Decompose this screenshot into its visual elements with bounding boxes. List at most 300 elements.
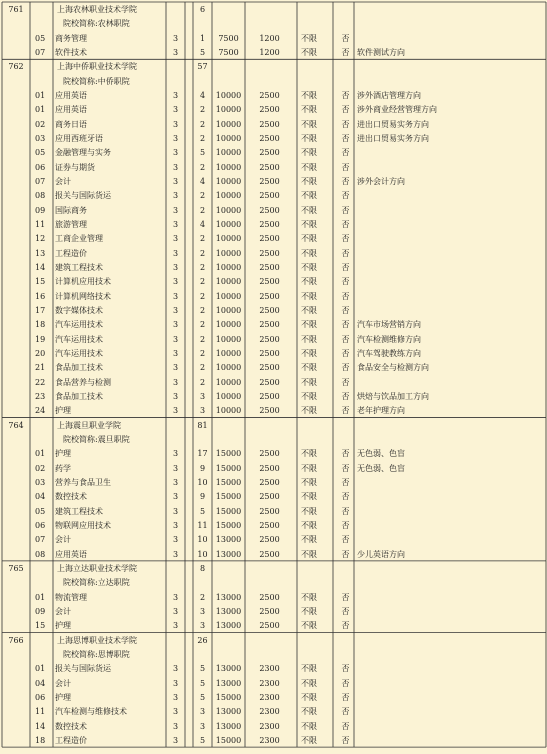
institution-name: 上海中侨职业技术学院 (57, 62, 137, 72)
major-code: 01 (35, 90, 46, 100)
accommodation-fee: 2500 (259, 592, 280, 602)
major-name: 旅游管理 (55, 219, 87, 229)
major-code: 02 (35, 463, 46, 473)
tuition-fee: 10000 (215, 334, 242, 344)
plan-quota: 5 (199, 678, 206, 688)
major-remark: 涉外酒店管理方向 (357, 90, 421, 100)
subject-requirement: 不限 (301, 377, 317, 387)
program-years: 3 (172, 176, 179, 186)
tuition-fee: 13000 (215, 549, 242, 559)
plan-quota: 3 (199, 621, 206, 631)
accommodation-fee: 2500 (259, 549, 280, 559)
oral-test-flag: 否 (341, 277, 350, 287)
program-years: 3 (172, 334, 179, 344)
program-years: 3 (172, 219, 179, 229)
institution-short-name: 院校简称:震旦职院 (63, 434, 130, 444)
program-years: 3 (172, 377, 179, 387)
major-name: 数控技术 (55, 721, 87, 731)
plan-quota: 10 (197, 535, 208, 545)
major-code: 01 (35, 449, 46, 459)
major-name: 会计 (55, 678, 71, 688)
oral-test-flag: 否 (341, 664, 350, 674)
major-code: 07 (35, 47, 46, 57)
tuition-fee: 10000 (215, 348, 242, 358)
major-name: 计算机网络技术 (55, 291, 111, 301)
tuition-fee: 10000 (215, 205, 242, 215)
oral-test-flag: 否 (341, 47, 350, 57)
subject-requirement: 不限 (301, 305, 317, 315)
subject-requirement: 不限 (301, 592, 317, 602)
tuition-fee: 10000 (215, 105, 242, 115)
tuition-fee: 10000 (215, 219, 242, 229)
major-name: 食品加工技术 (55, 363, 103, 373)
accommodation-fee: 2500 (259, 334, 280, 344)
accommodation-fee: 2300 (259, 678, 280, 688)
major-name: 护理 (55, 621, 71, 631)
tuition-fee: 15000 (215, 477, 242, 487)
oral-test-flag: 否 (341, 119, 350, 129)
subject-requirement: 不限 (301, 664, 317, 674)
oral-test-flag: 否 (341, 105, 350, 115)
plan-quota: 10 (197, 477, 208, 487)
major-remark: 老年护理方向 (357, 406, 405, 416)
major-name: 应用英语 (55, 90, 87, 100)
major-code: 11 (35, 707, 46, 717)
tuition-fee: 15000 (215, 449, 242, 459)
plan-quota: 11 (197, 520, 208, 530)
institution-name: 上海立达职业技术学院 (57, 563, 137, 573)
subject-requirement: 不限 (301, 406, 317, 416)
program-years: 3 (172, 363, 179, 373)
oral-test-flag: 否 (341, 477, 350, 487)
tuition-fee: 10000 (215, 262, 242, 272)
oral-test-flag: 否 (341, 148, 350, 158)
oral-test-flag: 否 (341, 606, 350, 616)
tuition-fee: 15000 (215, 520, 242, 530)
accommodation-fee: 2500 (259, 477, 280, 487)
major-code: 02 (35, 119, 46, 129)
plan-quota: 2 (199, 133, 206, 143)
program-years: 3 (172, 735, 179, 745)
major-name: 汽车检测与维修技术 (55, 707, 127, 717)
plan-quota: 4 (199, 219, 206, 229)
tuition-fee: 15000 (215, 463, 242, 473)
major-name: 商务日语 (55, 119, 87, 129)
institution-total-quota: 26 (197, 635, 208, 645)
tuition-fee: 13000 (215, 592, 242, 602)
accommodation-fee: 2500 (259, 320, 280, 330)
program-years: 3 (172, 47, 179, 57)
accommodation-fee: 2500 (259, 90, 280, 100)
plan-quota: 5 (199, 692, 206, 702)
major-code: 06 (35, 520, 46, 530)
major-remark: 汽车市场营销方向 (357, 320, 421, 330)
accommodation-fee: 2500 (259, 492, 280, 502)
oral-test-flag: 否 (341, 406, 350, 416)
major-code: 06 (35, 692, 46, 702)
major-remark: 食品安全与检测方向 (357, 363, 429, 373)
oral-test-flag: 否 (341, 506, 350, 516)
program-years: 3 (172, 621, 179, 631)
major-remark: 进出口贸易实务方向 (357, 119, 429, 129)
oral-test-flag: 否 (341, 262, 350, 272)
tuition-fee: 7500 (218, 47, 239, 57)
program-years: 3 (172, 291, 179, 301)
plan-quota: 3 (199, 391, 206, 401)
major-name: 软件技术 (55, 47, 87, 57)
major-code: 09 (35, 606, 46, 616)
oral-test-flag: 否 (341, 463, 350, 473)
tuition-fee: 10000 (215, 277, 242, 287)
plan-quota: 2 (199, 363, 206, 373)
major-code: 15 (35, 621, 46, 631)
subject-requirement: 不限 (301, 277, 317, 287)
major-name: 工商企业管理 (55, 234, 103, 244)
program-years: 3 (172, 692, 179, 702)
tuition-fee: 10000 (215, 291, 242, 301)
tuition-fee: 10000 (215, 248, 242, 258)
plan-quota: 5 (199, 148, 206, 158)
major-remark: 少儿英语方向 (357, 549, 405, 559)
major-name: 建筑工程技术 (55, 262, 103, 272)
oral-test-flag: 否 (341, 334, 350, 344)
major-remark: 涉外商业经营管理方向 (357, 105, 437, 115)
major-name: 应用西班牙语 (55, 133, 103, 143)
tuition-fee: 10000 (215, 162, 242, 172)
plan-quota: 5 (199, 735, 206, 745)
major-name: 数字媒体技术 (55, 305, 103, 315)
plan-quota: 2 (199, 234, 206, 244)
oral-test-flag: 否 (341, 678, 350, 688)
program-years: 3 (172, 535, 179, 545)
subject-requirement: 不限 (301, 133, 317, 143)
subject-requirement: 不限 (301, 621, 317, 631)
program-years: 3 (172, 449, 179, 459)
major-name: 工程造价 (55, 248, 87, 258)
major-name: 报关与国际货运 (55, 191, 111, 201)
program-years: 3 (172, 205, 179, 215)
major-name: 报关与国际货运 (55, 664, 111, 674)
program-years: 3 (172, 320, 179, 330)
major-code: 07 (35, 535, 46, 545)
plan-quota: 2 (199, 277, 206, 287)
accommodation-fee: 2500 (259, 391, 280, 401)
accommodation-fee: 2500 (259, 520, 280, 530)
program-years: 3 (172, 33, 179, 43)
plan-quota: 17 (197, 449, 208, 459)
plan-quota: 5 (199, 664, 206, 674)
oral-test-flag: 否 (341, 234, 350, 244)
oral-test-flag: 否 (341, 492, 350, 502)
oral-test-flag: 否 (341, 549, 350, 559)
major-name: 应用英语 (55, 105, 87, 115)
subject-requirement: 不限 (301, 291, 317, 301)
program-years: 3 (172, 119, 179, 129)
major-code: 20 (35, 348, 46, 358)
plan-quota: 5 (199, 47, 206, 57)
subject-requirement: 不限 (301, 162, 317, 172)
major-code: 24 (35, 406, 46, 416)
major-code: 03 (35, 133, 46, 143)
major-name: 国际商务 (55, 205, 87, 215)
plan-quota: 9 (199, 463, 206, 473)
program-years: 3 (172, 305, 179, 315)
oral-test-flag: 否 (341, 520, 350, 530)
accommodation-fee: 2500 (259, 449, 280, 459)
subject-requirement: 不限 (301, 549, 317, 559)
accommodation-fee: 2500 (259, 406, 280, 416)
major-code: 12 (35, 234, 46, 244)
major-code: 23 (35, 391, 46, 401)
accommodation-fee: 2500 (259, 363, 280, 373)
plan-quota: 3 (199, 707, 206, 717)
institution-code: 762 (8, 62, 24, 72)
accommodation-fee: 1200 (259, 47, 280, 57)
major-remark: 无色弱、色盲 (357, 449, 405, 459)
major-name: 营养与食品卫生 (55, 477, 111, 487)
program-years: 3 (172, 678, 179, 688)
major-code: 05 (35, 506, 46, 516)
plan-quota: 2 (199, 348, 206, 358)
oral-test-flag: 否 (341, 363, 350, 373)
tuition-fee: 15000 (215, 735, 242, 745)
oral-test-flag: 否 (341, 621, 350, 631)
major-name: 汽车运用技术 (55, 320, 103, 330)
subject-requirement: 不限 (301, 678, 317, 688)
plan-quota: 9 (199, 492, 206, 502)
tuition-fee: 13000 (215, 606, 242, 616)
major-code: 17 (35, 305, 46, 315)
subject-requirement: 不限 (301, 606, 317, 616)
plan-quota: 2 (199, 291, 206, 301)
accommodation-fee: 2500 (259, 191, 280, 201)
accommodation-fee: 2300 (259, 707, 280, 717)
accommodation-fee: 2500 (259, 277, 280, 287)
accommodation-fee: 2500 (259, 506, 280, 516)
institution-short-name: 院校简称:农林职院 (63, 19, 130, 29)
accommodation-fee: 2500 (259, 176, 280, 186)
subject-requirement: 不限 (301, 176, 317, 186)
accommodation-fee: 2300 (259, 721, 280, 731)
plan-quota: 3 (199, 406, 206, 416)
program-years: 3 (172, 664, 179, 674)
subject-requirement: 不限 (301, 348, 317, 358)
subject-requirement: 不限 (301, 33, 317, 43)
program-years: 3 (172, 506, 179, 516)
plan-quota: 3 (199, 721, 206, 731)
subject-requirement: 不限 (301, 721, 317, 731)
major-name: 药学 (55, 463, 71, 473)
program-years: 3 (172, 707, 179, 717)
tuition-fee: 15000 (215, 492, 242, 502)
subject-requirement: 不限 (301, 105, 317, 115)
major-code: 13 (35, 248, 46, 258)
subject-requirement: 不限 (301, 692, 317, 702)
tuition-fee: 13000 (215, 664, 242, 674)
oral-test-flag: 否 (341, 449, 350, 459)
oral-test-flag: 否 (341, 320, 350, 330)
tuition-fee: 10000 (215, 234, 242, 244)
plan-quota: 2 (199, 105, 206, 115)
subject-requirement: 不限 (301, 148, 317, 158)
major-remark: 软件测试方向 (357, 47, 405, 57)
major-code: 11 (35, 219, 46, 229)
subject-requirement: 不限 (301, 506, 317, 516)
oral-test-flag: 否 (341, 348, 350, 358)
tuition-fee: 10000 (215, 377, 242, 387)
major-code: 05 (35, 148, 46, 158)
oral-test-flag: 否 (341, 535, 350, 545)
program-years: 3 (172, 721, 179, 731)
plan-quota: 2 (199, 377, 206, 387)
major-name: 工程造价 (55, 735, 87, 745)
oral-test-flag: 否 (341, 721, 350, 731)
institution-code: 764 (8, 420, 24, 430)
major-remark: 进出口贸易实务方向 (357, 133, 429, 143)
tuition-fee: 7500 (218, 33, 239, 43)
plan-quota: 1 (199, 33, 206, 43)
major-code: 04 (35, 678, 46, 688)
accommodation-fee: 2500 (259, 348, 280, 358)
program-years: 3 (172, 248, 179, 258)
tuition-fee: 13000 (215, 535, 242, 545)
program-years: 3 (172, 391, 179, 401)
major-name: 食品加工技术 (55, 391, 103, 401)
program-years: 3 (172, 262, 179, 272)
oral-test-flag: 否 (341, 176, 350, 186)
oral-test-flag: 否 (341, 707, 350, 717)
accommodation-fee: 2500 (259, 133, 280, 143)
program-years: 3 (172, 463, 179, 473)
accommodation-fee: 2500 (259, 463, 280, 473)
subject-requirement: 不限 (301, 735, 317, 745)
plan-quota: 2 (199, 262, 206, 272)
program-years: 3 (172, 492, 179, 502)
tuition-fee: 10000 (215, 90, 242, 100)
program-years: 3 (172, 520, 179, 530)
plan-quota: 2 (199, 248, 206, 258)
program-years: 3 (172, 277, 179, 287)
accommodation-fee: 2500 (259, 377, 280, 387)
oral-test-flag: 否 (341, 219, 350, 229)
accommodation-fee: 2500 (259, 105, 280, 115)
major-name: 证券与期货 (55, 162, 95, 172)
accommodation-fee: 2500 (259, 248, 280, 258)
institution-short-name: 院校简称:中侨职院 (63, 76, 130, 86)
subject-requirement: 不限 (301, 248, 317, 258)
subject-requirement: 不限 (301, 463, 317, 473)
accommodation-fee: 2300 (259, 664, 280, 674)
accommodation-fee: 2500 (259, 621, 280, 631)
tuition-fee: 10000 (215, 305, 242, 315)
program-years: 3 (172, 162, 179, 172)
major-code: 01 (35, 105, 46, 115)
subject-requirement: 不限 (301, 191, 317, 201)
major-code: 21 (35, 363, 46, 373)
institution-name: 上海思博职业技术学院 (57, 635, 137, 645)
accommodation-fee: 2300 (259, 735, 280, 745)
major-code: 01 (35, 664, 46, 674)
major-code: 16 (35, 291, 46, 301)
oral-test-flag: 否 (341, 735, 350, 745)
oral-test-flag: 否 (341, 592, 350, 602)
oral-test-flag: 否 (341, 391, 350, 401)
institution-name: 上海农林职业技术学院 (57, 5, 137, 14)
program-years: 3 (172, 133, 179, 143)
major-name: 物联网应用技术 (55, 520, 111, 530)
major-code: 03 (35, 477, 46, 487)
accommodation-fee: 1200 (259, 33, 280, 43)
accommodation-fee: 2500 (259, 606, 280, 616)
plan-quota: 5 (199, 506, 206, 516)
major-code: 18 (35, 735, 46, 745)
major-code: 07 (35, 176, 46, 186)
subject-requirement: 不限 (301, 707, 317, 717)
plan-quota: 2 (199, 592, 206, 602)
major-code: 05 (35, 33, 46, 43)
oral-test-flag: 否 (341, 305, 350, 315)
major-name: 会计 (55, 606, 71, 616)
tuition-fee: 13000 (215, 678, 242, 688)
tuition-fee: 13000 (215, 707, 242, 717)
major-name: 护理 (55, 692, 71, 702)
institution-total-quota: 8 (199, 563, 206, 573)
program-years: 3 (172, 549, 179, 559)
subject-requirement: 不限 (301, 234, 317, 244)
accommodation-fee: 2500 (259, 162, 280, 172)
accommodation-fee: 2500 (259, 219, 280, 229)
major-code: 14 (35, 262, 46, 272)
oral-test-flag: 否 (341, 133, 350, 143)
institution-name: 上海震旦职业学院 (57, 420, 121, 430)
subject-requirement: 不限 (301, 90, 317, 100)
plan-quota: 10 (197, 549, 208, 559)
oral-test-flag: 否 (341, 377, 350, 387)
oral-test-flag: 否 (341, 205, 350, 215)
subject-requirement: 不限 (301, 449, 317, 459)
institution-short-name: 院校简称:立达职院 (63, 578, 130, 588)
plan-quota: 2 (199, 191, 206, 201)
program-years: 3 (172, 606, 179, 616)
accommodation-fee: 2500 (259, 305, 280, 315)
major-remark: 无色弱、色盲 (357, 463, 405, 473)
tuition-fee: 10000 (215, 148, 242, 158)
major-name: 物流管理 (55, 592, 87, 602)
subject-requirement: 不限 (301, 492, 317, 502)
oral-test-flag: 否 (341, 162, 350, 172)
plan-quota: 4 (199, 176, 206, 186)
accommodation-fee: 2500 (259, 148, 280, 158)
program-years: 3 (172, 592, 179, 602)
institution-code: 761 (8, 5, 24, 14)
accommodation-fee: 2500 (259, 234, 280, 244)
institution-total-quota: 57 (197, 62, 208, 72)
plan-quota: 2 (199, 305, 206, 315)
accommodation-fee: 2500 (259, 535, 280, 545)
plan-quota: 2 (199, 162, 206, 172)
major-name: 护理 (55, 449, 71, 459)
major-code: 18 (35, 320, 46, 330)
major-name: 会计 (55, 535, 71, 545)
major-name: 应用英语 (55, 549, 87, 559)
program-years: 3 (172, 191, 179, 201)
major-remark: 汽车检测维修方向 (357, 334, 421, 344)
oral-test-flag: 否 (341, 90, 350, 100)
subject-requirement: 不限 (301, 205, 317, 215)
tuition-fee: 10000 (215, 406, 242, 416)
major-remark: 烘焙与饮品加工方向 (357, 391, 429, 401)
oral-test-flag: 否 (341, 291, 350, 301)
